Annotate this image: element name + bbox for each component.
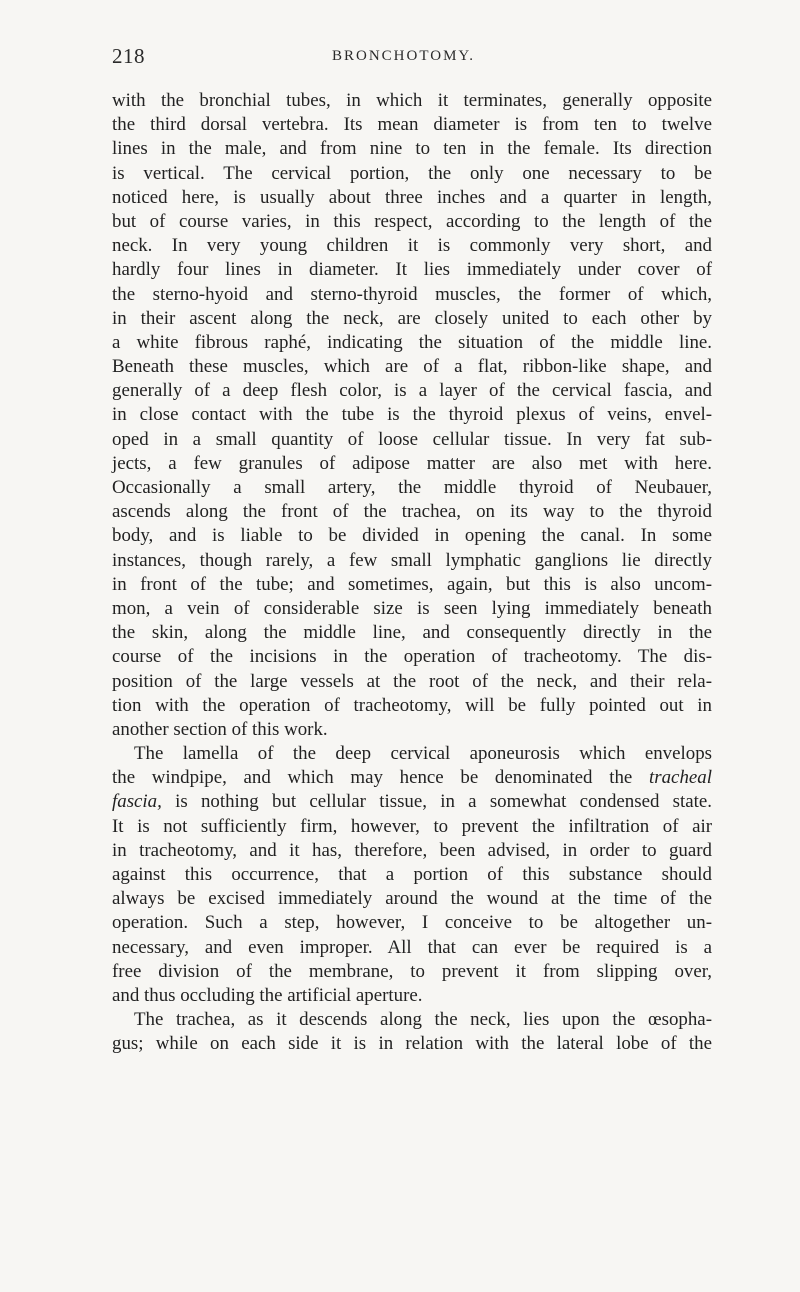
running-head [112,44,712,72]
text-line: jects, a few granules of adipose matter are also met with here. [112,452,712,474]
text-line: It is not sufficiently firm, however, to prevent the infiltration of air [112,815,712,837]
text-line: ascends along the front of the trachea, on its way to the thyroid [112,501,712,523]
text-line: is vertical. The cervical portion, the only one necessary to be [112,162,712,184]
text-line: lines in the male, and from nine to ten in the female. Its direction [112,138,712,160]
text-line: generally of a deep flesh color, is a layer of the cervical fascia, and [112,380,712,402]
text-line: instances, though rarely, a few small lymphatic ganglions lie directly [112,549,712,571]
body-text [112,89,712,1057]
text-line [112,766,712,790]
text-line: and thus occluding the artificial aperture. [112,984,423,1006]
text-line: oped in a small quantity of loose cellular tissue. In very fat sub- [112,428,712,450]
text-line: Occasionally a small artery, the middle thyroid of Neubauer, [112,477,712,498]
italic-term: fascia, [112,791,162,813]
text-line: in front of the tube; and sometimes, again, but this is also uncom- [112,573,712,595]
text-line: noticed here, is usually about three inches and a quarter in length, [112,186,712,208]
text-line: another section of this work. [112,718,328,740]
text-line: tion with the operation of tracheotomy, will be fully pointed out in [112,694,712,716]
text-line: the third dorsal vertebra. Its mean diameter is from ten to twelve [112,114,712,136]
text-line: course of the incisions in the operation of tracheotomy. The dis- [112,646,712,668]
text-line: the skin, along the middle line, and consequently directly in the [112,622,712,644]
text-line [112,790,712,814]
italic-term: tracheal [649,767,712,789]
text-line: necessary, and even improper. All that can ever be required is a [112,936,712,958]
text-run: the windpipe, and which may hence be denominated the [112,767,633,789]
text-line: in close contact with the tube is the thyroid plexus of veins, envel- [112,404,712,426]
text-line: neck. In very young children it is commonly very short, and [112,235,712,257]
text-line: a white fibrous raphé, indicating the situation of the middle line. [112,331,712,353]
text-line: in tracheotomy, and it has, therefore, been advised, in order to guard [112,839,712,861]
text-line: gus; while on each side it is in relation with the lateral lobe of the [112,1033,712,1055]
text-line: free division of the membrane, to prevent it from slipping over, [112,960,712,982]
text-line: position of the large vessels at the root of the neck, and their rela- [112,670,712,692]
text-line: mon, a vein of considerable size is seen lying immediately beneath [112,597,712,619]
text-line: hardly four lines in diameter. It lies immediately under cover of [112,259,712,281]
text-line: The trachea, as it descends along the neck, lies upon the œsopha- [134,1009,712,1031]
text-line: against this occurrence, that a portion of this substance should [112,864,712,885]
text-line: the sterno-hyoid and sterno-thyroid muscles, the former of which, [112,283,712,305]
text-line: operation. Such a step, however, I conceive to be altogether un- [112,912,712,934]
text-line: body, and is liable to be divided in opening the canal. In some [112,525,712,547]
text-line: in their ascent along the neck, are closely united to each other by [112,307,712,329]
text-line: but of course varies, in this respect, according to the length of the [112,210,712,232]
text-line: The lamella of the deep cervical aponeurosis which envelops [134,743,712,765]
text-line: always be excised immediately around the wound at the time of the [112,888,712,910]
chapter-title: BRONCHOTOMY. [332,48,476,64]
text-line: with the bronchial tubes, in which it terminates, generally opposite [112,90,712,111]
text-run: is nothing but cellular tissue, in a somewhat condensed state. [161,791,712,813]
text-line: Beneath these muscles, which are of a flat, ribbon-like shape, and [112,356,712,378]
page-number: 218 [112,44,145,68]
